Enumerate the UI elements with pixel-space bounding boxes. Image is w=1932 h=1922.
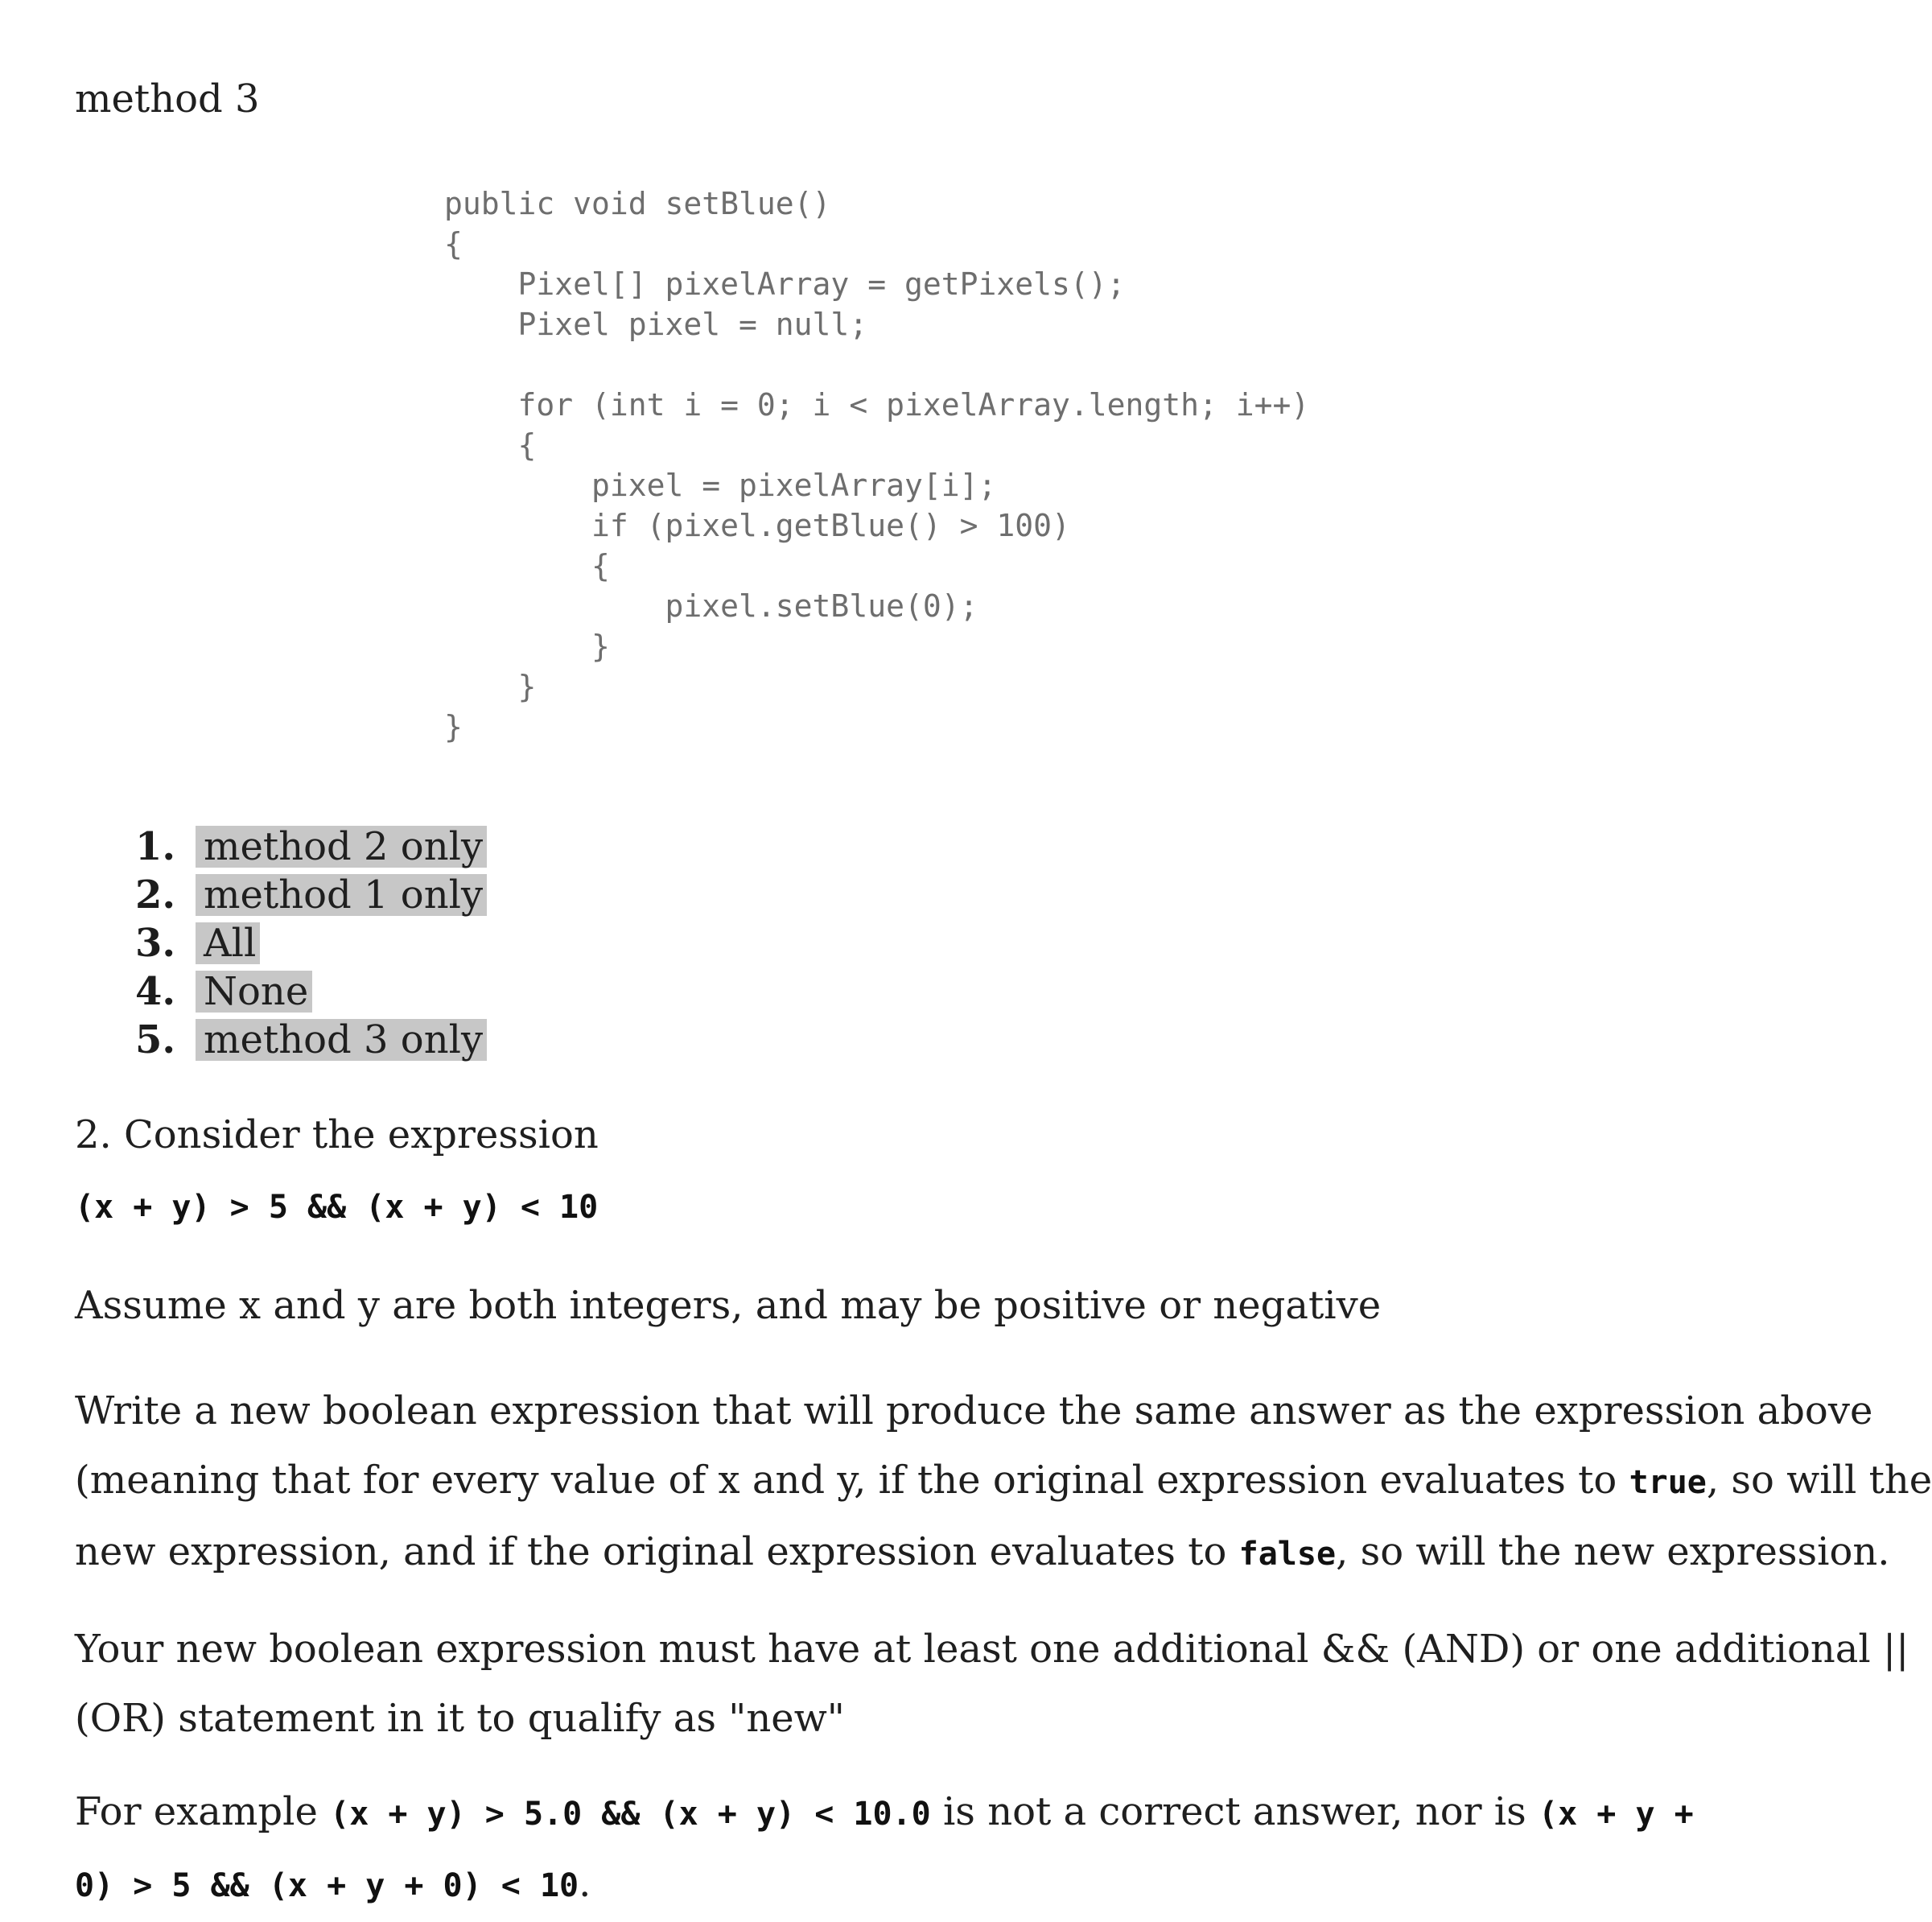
requirement-paragraph (75, 1615, 1909, 1753)
false-keyword: false (1238, 1536, 1337, 1573)
code-line: pixel.setBlue(0); (444, 588, 978, 624)
code-line: } (444, 709, 463, 744)
code-line: } (444, 669, 537, 704)
code-line: public void setBlue() (444, 186, 831, 221)
requirement-line: (OR) statement in it to qualify as "new" (75, 1696, 845, 1741)
code-line: pixel = pixelArray[i]; (444, 468, 997, 503)
answer-option[interactable] (129, 918, 579, 966)
example-text: . (579, 1861, 591, 1906)
code-line: { (444, 226, 463, 262)
example-code: 0) > 5 && (x + y + 0) < 10 (75, 1867, 579, 1904)
answer-option[interactable] (129, 966, 579, 1014)
code-line: if (pixel.getBlue() > 100) (444, 508, 1070, 543)
answer-option[interactable] (129, 1014, 579, 1062)
example-text: For example (75, 1789, 331, 1834)
code-line: for (int i = 0; i < pixelArray.length; i++) (444, 387, 1310, 423)
option-number: 5. (135, 1017, 176, 1062)
code-line: Pixel[] pixelArray = getPixels(); (444, 266, 1126, 302)
code-line: { (444, 427, 537, 463)
option-number: 2. (135, 872, 176, 918)
example-code: (x + y) > 5.0 && (x + y) < 10.0 (330, 1796, 931, 1833)
question-title: 2. Consider the expression (75, 1112, 599, 1157)
expression-code: (x + y) > 5 && (x + y) < 10 (75, 1189, 599, 1226)
code-block (444, 184, 1370, 755)
option-label: All (196, 922, 260, 964)
option-number: 1. (135, 824, 176, 869)
instruction-text: (meaning that for every value of x and y, if the original expression evaluates to (75, 1458, 1629, 1503)
option-label: None (196, 971, 312, 1013)
requirement-line: Your new boolean expression must have at least one additional && (AND) or one additional || (75, 1627, 1909, 1672)
code-line: { (444, 548, 610, 584)
answer-option[interactable] (129, 821, 579, 869)
option-label: method 1 only (196, 874, 487, 916)
example-paragraph (75, 1777, 1694, 1920)
true-keyword: true (1629, 1464, 1707, 1501)
answer-option[interactable] (129, 869, 579, 918)
instruction-paragraph (75, 1376, 1932, 1589)
code-line: } (444, 629, 610, 664)
code-line: Pixel pixel = null; (444, 307, 868, 342)
option-number: 3. (135, 921, 176, 966)
answer-options (129, 821, 579, 1062)
assumption-text: Assume x and y are both integers, and may be positive or negative (75, 1283, 1382, 1328)
example-code: (x + y + (1539, 1796, 1694, 1833)
instruction-text: new expression, and if the original expression evaluates to (75, 1529, 1239, 1574)
option-label: method 3 only (196, 1019, 487, 1061)
method-heading: method 3 (75, 76, 260, 122)
instruction-text: , so will the new expression. (1336, 1529, 1890, 1574)
instruction-line: Write a new boolean expression that will produce the same answer as the expression above (75, 1388, 1873, 1433)
instruction-text: , so will the (1706, 1458, 1932, 1503)
option-number: 4. (135, 969, 176, 1014)
option-label: method 2 only (196, 826, 487, 868)
example-text: is not a correct answer, nor is (930, 1789, 1539, 1834)
